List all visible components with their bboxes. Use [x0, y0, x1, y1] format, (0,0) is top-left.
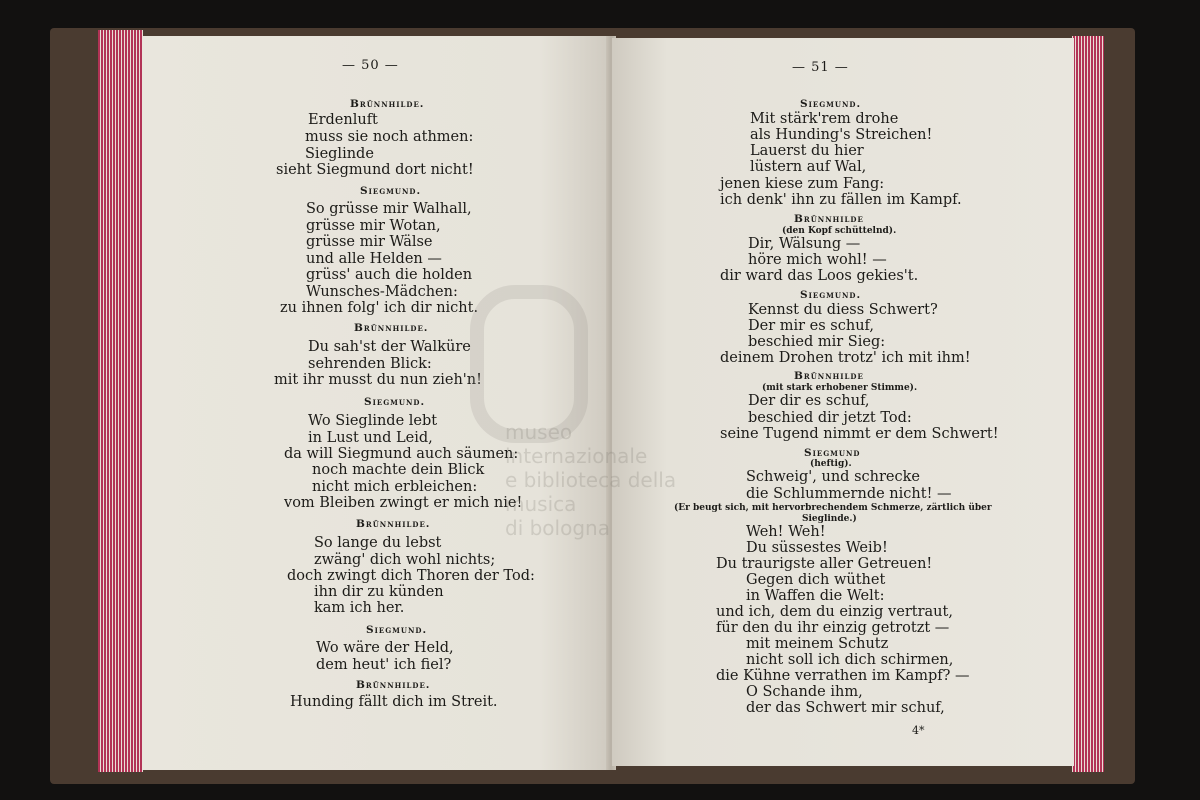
- verse-line: mit ihr musst du nun zieh'n!: [274, 372, 482, 388]
- page-number-right: — 51 —: [792, 60, 849, 75]
- page-number-left: — 50 —: [342, 58, 399, 73]
- verse-line: in Lust und Leid,: [308, 430, 433, 446]
- verse-line: Der dir es schuf,: [748, 393, 870, 409]
- verse-line: vom Bleiben zwingt er mich nie!: [284, 495, 523, 511]
- verse-line: Wo Sieglinde lebt: [308, 413, 438, 429]
- verse-line: Der mir es schuf,: [748, 318, 875, 334]
- verse-line: und ich, dem du einzig vertraut,: [716, 604, 953, 620]
- watermark-line: e biblioteca della musica: [505, 468, 677, 516]
- verse-line: in Waffen die Welt:: [746, 588, 885, 604]
- verse-line: ich denk' ihn zu fällen im Kampf.: [720, 192, 962, 208]
- verse-line: als Hunding's Streichen!: [750, 127, 933, 143]
- verse-line: da will Siegmund auch säumen:: [284, 446, 519, 462]
- verse-line: kam ich her.: [314, 600, 405, 616]
- verse-line: muss sie noch athmen:: [305, 129, 474, 145]
- right-page: [612, 38, 1074, 766]
- verse-line: sieht Siegmund dort nicht!: [276, 162, 474, 178]
- watermark-line: di bologna: [505, 516, 610, 540]
- stage-direction: Sieglinde.): [802, 514, 857, 524]
- verse-line: nicht mich erbleichen:: [312, 479, 478, 495]
- speaker-name: Siegmund: [804, 447, 861, 459]
- verse-line: Du sah'st der Walküre: [308, 339, 471, 355]
- verse-line: grüsse mir Wälse: [306, 234, 433, 250]
- verse-line: beschied mir Sieg:: [748, 334, 886, 350]
- verse-line: seine Tugend nimmt er dem Schwert!: [720, 426, 999, 442]
- speaker-name: Siegmund.: [366, 624, 428, 636]
- verse-line: Gegen dich wüthet: [746, 572, 886, 588]
- stage-direction: (den Kopf schüttelnd).: [782, 226, 897, 236]
- verse-line: deinem Drohen trotz' ich mit ihm!: [720, 350, 971, 366]
- verse-line: die Schlummernde nicht! —: [746, 486, 952, 502]
- speaker-name: Siegmund.: [800, 98, 862, 110]
- verse-line: dir ward das Loos gekies't.: [720, 268, 919, 284]
- speaker-name: Siegmund.: [360, 185, 422, 197]
- verse-line: Erdenluft: [308, 112, 378, 128]
- verse-line: zwäng' dich wohl nichts;: [314, 552, 496, 568]
- speaker-name: Brünnhilde.: [354, 322, 429, 334]
- stage-direction: (Er beugt sich, mit hervorbrechendem Schmerze, zärtlich über: [674, 503, 992, 513]
- verse-line: ihn dir zu künden: [314, 584, 444, 600]
- speaker-name: Brünnhilde.: [356, 518, 431, 530]
- verse-line: und alle Helden —: [306, 251, 442, 267]
- speaker-name: Brünnhilde.: [356, 679, 431, 691]
- verse-line: mit meinem Schutz: [746, 636, 889, 652]
- verse-line: Weh! Weh!: [746, 524, 826, 540]
- stage-direction: (heftig).: [810, 459, 852, 469]
- speaker-name: Siegmund.: [800, 289, 862, 301]
- verse-line: noch machte dein Blick: [312, 462, 485, 478]
- speaker-name: Brünnhilde: [794, 213, 864, 225]
- verse-line: dem heut' ich fiel?: [316, 657, 452, 673]
- verse-line: sehrenden Blick:: [308, 356, 432, 372]
- verse-line: Kennst du diess Schwert?: [748, 302, 938, 318]
- verse-line: lüstern auf Wal,: [750, 159, 867, 175]
- verse-line: grüsse mir Wotan,: [306, 218, 441, 234]
- verse-line: Wunsches-Mädchen:: [306, 284, 458, 300]
- verse-line: Du süssestes Weib!: [746, 540, 888, 556]
- verse-line: O Schande ihm,: [746, 684, 863, 700]
- signature-mark: 4*: [912, 724, 925, 737]
- verse-line: Lauerst du hier: [750, 143, 864, 159]
- speaker-name: Brünnhilde.: [350, 98, 425, 110]
- verse-line: So lange du lebst: [314, 535, 442, 551]
- verse-line: die Kühne verrathen im Kampf? —: [716, 668, 970, 684]
- verse-line: höre mich wohl! —: [748, 252, 887, 268]
- watermark-text: [505, 420, 705, 540]
- stage-direction: (mit stark erhobener Stimme).: [762, 383, 918, 393]
- speaker-name: Brünnhilde: [794, 370, 864, 382]
- verse-line: doch zwingt dich Thoren der Tod:: [287, 568, 535, 584]
- verse-line: Schweig', und schrecke: [746, 469, 920, 485]
- page-edges-right: [1072, 36, 1104, 772]
- watermark-line: museo internazionale: [505, 420, 648, 468]
- verse-line: beschied dir jetzt Tod:: [748, 410, 912, 426]
- verse-line: grüss' auch die holden: [306, 267, 473, 283]
- page-edges-left: [98, 30, 143, 772]
- verse-line: Du traurigste aller Getreuen!: [716, 556, 933, 572]
- speaker-name: Siegmund.: [364, 396, 426, 408]
- verse-line: So grüsse mir Walhall,: [306, 201, 472, 217]
- verse-line: für den du ihr einzig getrotzt —: [716, 620, 950, 636]
- verse-line: Dir, Wälsung —: [748, 236, 861, 252]
- verse-line: Mit stärk'rem drohe: [750, 111, 899, 127]
- verse-line: jenen kiese zum Fang:: [720, 176, 885, 192]
- verse-line: der das Schwert mir schuf,: [746, 700, 945, 716]
- verse-line: Sieglinde: [305, 146, 374, 162]
- verse-line: Wo wäre der Held,: [316, 640, 454, 656]
- verse-line: zu ihnen folg' ich dir nicht.: [280, 300, 479, 316]
- verse-line: nicht soll ich dich schirmen,: [746, 652, 954, 668]
- verse-line: Hunding fällt dich im Streit.: [290, 694, 498, 710]
